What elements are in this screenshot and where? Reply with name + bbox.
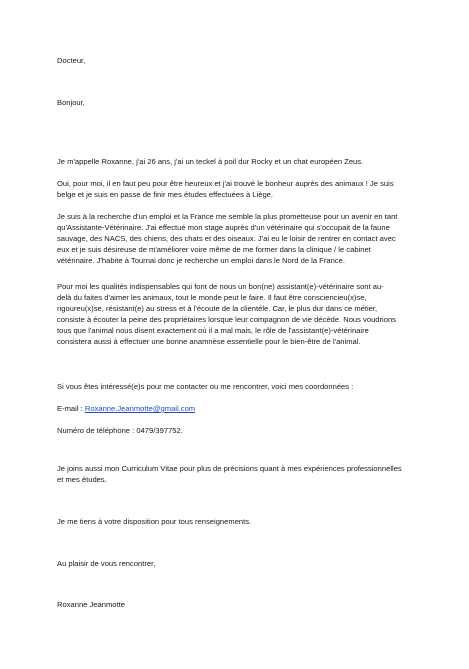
intro-paragraph: Je m'appelle Roxanne, j'ai 26 ans, j'ai un teckel à poil dur Rocky et un chat européen Zeus. bbox=[57, 157, 364, 166]
text-line: rigoureu(x)se, résistant(e) au stress et à l'écoute de la clientèle. Car, le plus dur dans ce métier, bbox=[57, 304, 378, 313]
text-line: vétérinaire. J'habite à Tournai donc je recherche un emploi dans le Nord de la France. bbox=[57, 256, 345, 265]
email-link[interactable]: Roxanne.Jeanmotte@gmail.com bbox=[84, 404, 196, 413]
paragraph-job-search bbox=[57, 211, 427, 266]
text-line: delà du faites d'aimer les animaux, tout le monde peut le faire. Il faut être consciencieu(x)se, bbox=[57, 293, 367, 302]
text-line: consistera aussi à effectuer une bonne anamnèse essentielle pour le bien-être de l'animal. bbox=[57, 337, 361, 346]
text-line: sauvage, des NACS, des chiens, des chats et des oiseaux. J'ai eu le loisir de rentrer en contact avec bbox=[57, 234, 396, 243]
paragraph-happiness bbox=[57, 178, 427, 200]
availability-line: Je me tiens à votre disposition pour tous renseignements. bbox=[57, 517, 252, 526]
closing-line: Au plaisir de vous rencontrer, bbox=[57, 559, 156, 568]
text-line: qu'Assistante-Vétérinaire. J'ai effectué mon stage auprès d'un vétérinaire qui s'occupait de la faune bbox=[57, 223, 390, 232]
salutation: Docteur, bbox=[57, 56, 86, 65]
paragraph-qualities bbox=[57, 281, 427, 347]
text-line: et mes études. bbox=[57, 475, 107, 484]
text-line: consiste à écouter la peine des propriétaires lorsque leur compagnon de vie décède. Nous voudrions bbox=[57, 315, 396, 324]
text-line: Pour moi les qualités indispensables qui font de nous un bon(ne) assistant(e)-vétérinaire sont au- bbox=[57, 282, 384, 291]
signature: Roxanne Jeanmotte bbox=[57, 600, 125, 609]
text-line: tous que l'animal nous disent exactement où il a mal mais, le rôle de l'assistant(e)-vétérinaire bbox=[57, 326, 369, 335]
greeting: Bonjour, bbox=[57, 98, 85, 107]
contact-intro: Si vous êtes intéressé(e)s pour me contacter ou me rencontrer, voici mes coordonnées : bbox=[57, 382, 354, 391]
email-line bbox=[57, 403, 427, 414]
text-line: belge et je suis en passe de finir mes études effectuées à Liège. bbox=[57, 190, 273, 199]
text-line: Je joins aussi mon Curriculum Vitae pour plus de précisions quant à mes expériences professionnelles bbox=[57, 464, 402, 473]
email-label: E-mail : bbox=[57, 404, 85, 413]
phone-line: Numéro de téléphone : 0479/397752. bbox=[57, 426, 183, 435]
paragraph-cv bbox=[57, 463, 427, 485]
text-line: Oui, pour moi, il en faut peu pour être heureux et j'ai trouvé le bonheur auprès des animaux ! Je suis bbox=[57, 179, 394, 188]
text-line: eux et je suis désireuse de m'améliorer voire même de me former dans la clinique / le cabinet bbox=[57, 245, 371, 254]
text-line: Je suis à la recherche d'un emploi et la France me semble la plus prometteuse pour un avenir en tant bbox=[57, 212, 398, 221]
